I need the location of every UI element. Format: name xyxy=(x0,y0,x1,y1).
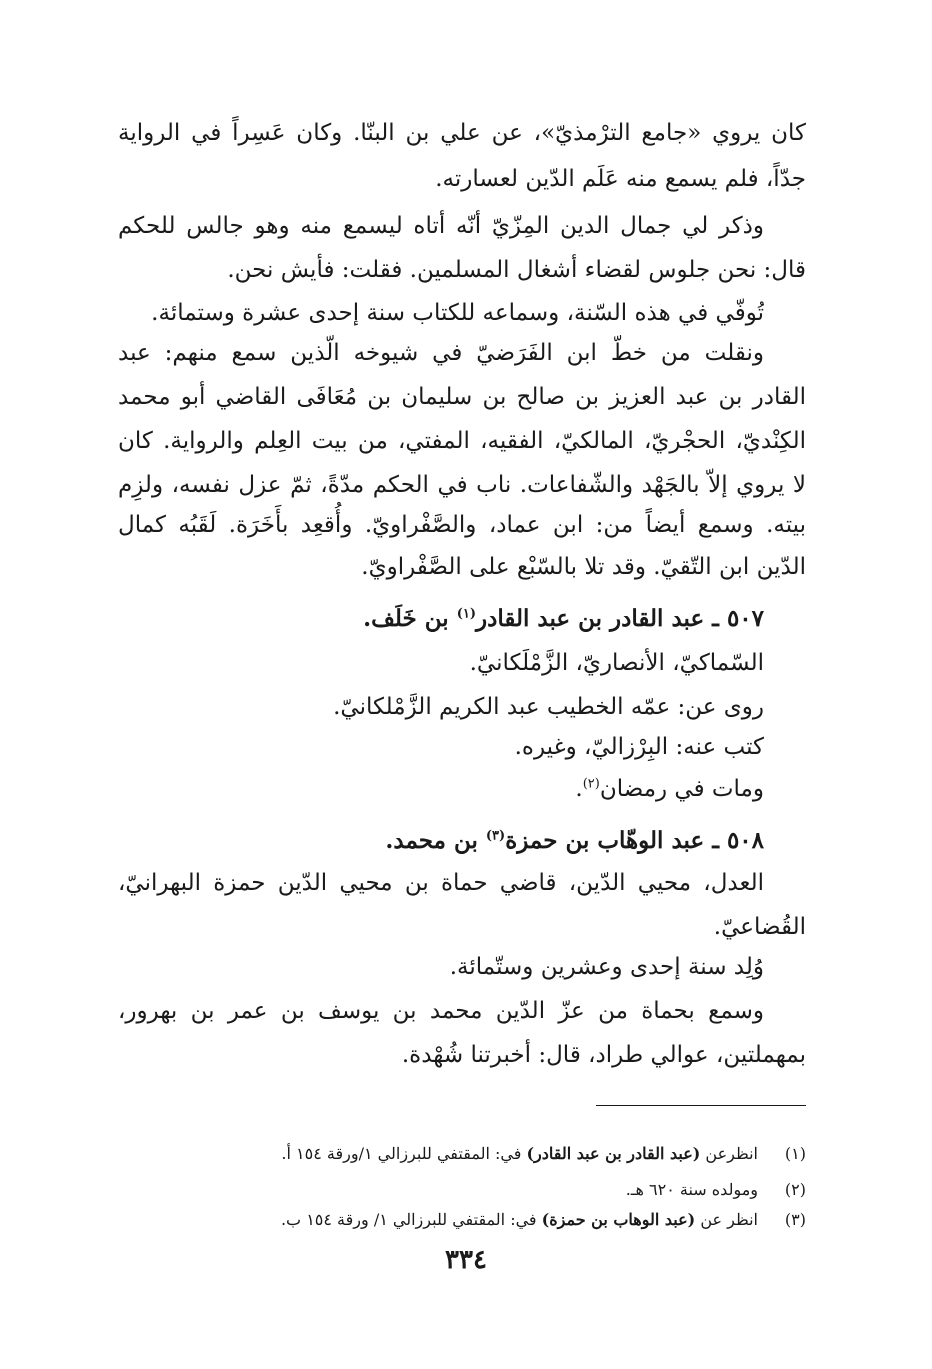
body-line: تُوفّي في هذه السّنة، وسماعه للكتاب سنة إحدى عشرة وستمائة. xyxy=(151,300,764,326)
entry-507-line: كتب عنه: البِرْزاليّ، وغيره. xyxy=(514,734,764,760)
entry-507-death xyxy=(118,766,764,812)
footnote-ref-3[interactable]: (٣) xyxy=(485,828,506,844)
body-line: الكِنْديّ، الحجْريّ، المالكيّ، الفقيه، المفتي، من بيت العِلم والرواية. كان xyxy=(118,428,806,454)
entry-507-line: روى عن: عمّه الخطيب عبد الكريم الزَّمْلكانيّ. xyxy=(333,694,764,720)
body-line: ونقلت من خطّ ابن الفَرَضيّ في شيوخه الّذين سمع منهم: عبد xyxy=(118,340,764,366)
entry-507-title-end: . xyxy=(363,605,372,632)
entry-508-line: القُضاعيّ. xyxy=(713,914,806,940)
body-line: لا يروي إلاّ بالجَهْد والشّفاعات. ناب في الحكم مدّةً، ثمّ عزل نفسه، ولزِم xyxy=(118,472,806,498)
footnote-number: (١) xyxy=(784,1144,806,1163)
footnote-2 xyxy=(118,1176,806,1204)
entry-507-heading xyxy=(118,596,764,642)
body-line: قال: نحن جلوس لقضاء أشغال المسلمين. فقلت: فأيش نحن. xyxy=(227,257,806,283)
footnote-3 xyxy=(118,1206,806,1234)
entry-508-line: وُلِد سنة إحدى وعشرين وستّمائة. xyxy=(449,954,764,980)
footnote-text: انظر عن xyxy=(695,1210,758,1229)
entry-507-death-end: . xyxy=(575,776,583,802)
entry-508-line: وسمع بحماة من عزّ الدّين محمد بن يوسف بن عمر بن بهرور، xyxy=(118,998,764,1024)
body-line: جدّاً، فلم يسمع منه عَلَم الدّين لعسارته. xyxy=(435,166,806,192)
footnote-1 xyxy=(118,1140,806,1168)
entry-507-line: السّماكيّ، الأنصاريّ، الزَّمْلَكانيّ. xyxy=(469,650,764,676)
body-line: بيته. وسمع أيضاً من: ابن عماد، والصَّفْراويّ. وأُقعِد بأَخَرَة. لَقَبُه كمال xyxy=(118,512,806,538)
footnote-separator xyxy=(596,1105,806,1106)
footnote-text: ومولده سنة ٦٢٠ هـ. xyxy=(625,1180,758,1199)
footnote-ref-2[interactable]: (٢) xyxy=(582,776,600,792)
entry-508-title: ٥٠٨ ـ عبد الوهّاب بن حمزة xyxy=(505,827,764,854)
footnote-subject: (عبد الوهاب بن حمزة) xyxy=(541,1210,696,1229)
body-line: الدّين ابن التّقيّ. وقد تلا بالسّبْع على الصَّفْراويّ. xyxy=(361,554,806,580)
body-line: وذكر لي جمال الدين المِزّيّ أنّه أتاه ليسمع منه وهو جالس للحكم xyxy=(118,213,764,239)
footnote-text: في: المقتفي للبرزالي ١/ورقة ١٥٤ أ. xyxy=(281,1144,527,1163)
footnote-subject: (عبد القادر بن عبد القادر) xyxy=(526,1144,701,1163)
body-line: كان يروي «جامع الترْمذيّ»، عن علي بن البنّا. وكان عَسِراً في الرواية xyxy=(118,120,806,146)
entry-508-line: بمهملتين، عوالي طراد، قال: أخبرتنا شُهْدة. xyxy=(401,1042,806,1068)
entry-508-title-end: . xyxy=(385,827,394,854)
footnote-ref-1[interactable]: (١) xyxy=(456,606,476,622)
entry-508-heading xyxy=(118,818,764,864)
footnote-text: في: المقتفي للبرزالي ١/ ورقة ١٥٤ ب. xyxy=(280,1210,542,1229)
footnote-number: (٣) xyxy=(784,1210,806,1229)
entry-507-title-rest: بن خَلَف xyxy=(371,605,457,632)
footnote-number: (٢) xyxy=(784,1180,806,1199)
entry-508-line: العدل، محيي الدّين، قاضي حماة بن محيي الدّين حمزة البهرانيّ، xyxy=(118,870,764,896)
entry-508-title-rest: بن محمد xyxy=(393,827,486,854)
entry-507-death-text: ومات في رمضان xyxy=(599,776,764,802)
body-line: القادر بن عبد العزيز بن صالح بن سليمان بن مُعَافَى القاضي أبو محمد xyxy=(118,384,806,410)
page-number: ٣٣٤ xyxy=(445,1245,487,1275)
entry-507-title: ٥٠٧ ـ عبد القادر بن عبد القادر xyxy=(475,605,764,632)
footnote-text: انظرعن xyxy=(700,1144,758,1163)
